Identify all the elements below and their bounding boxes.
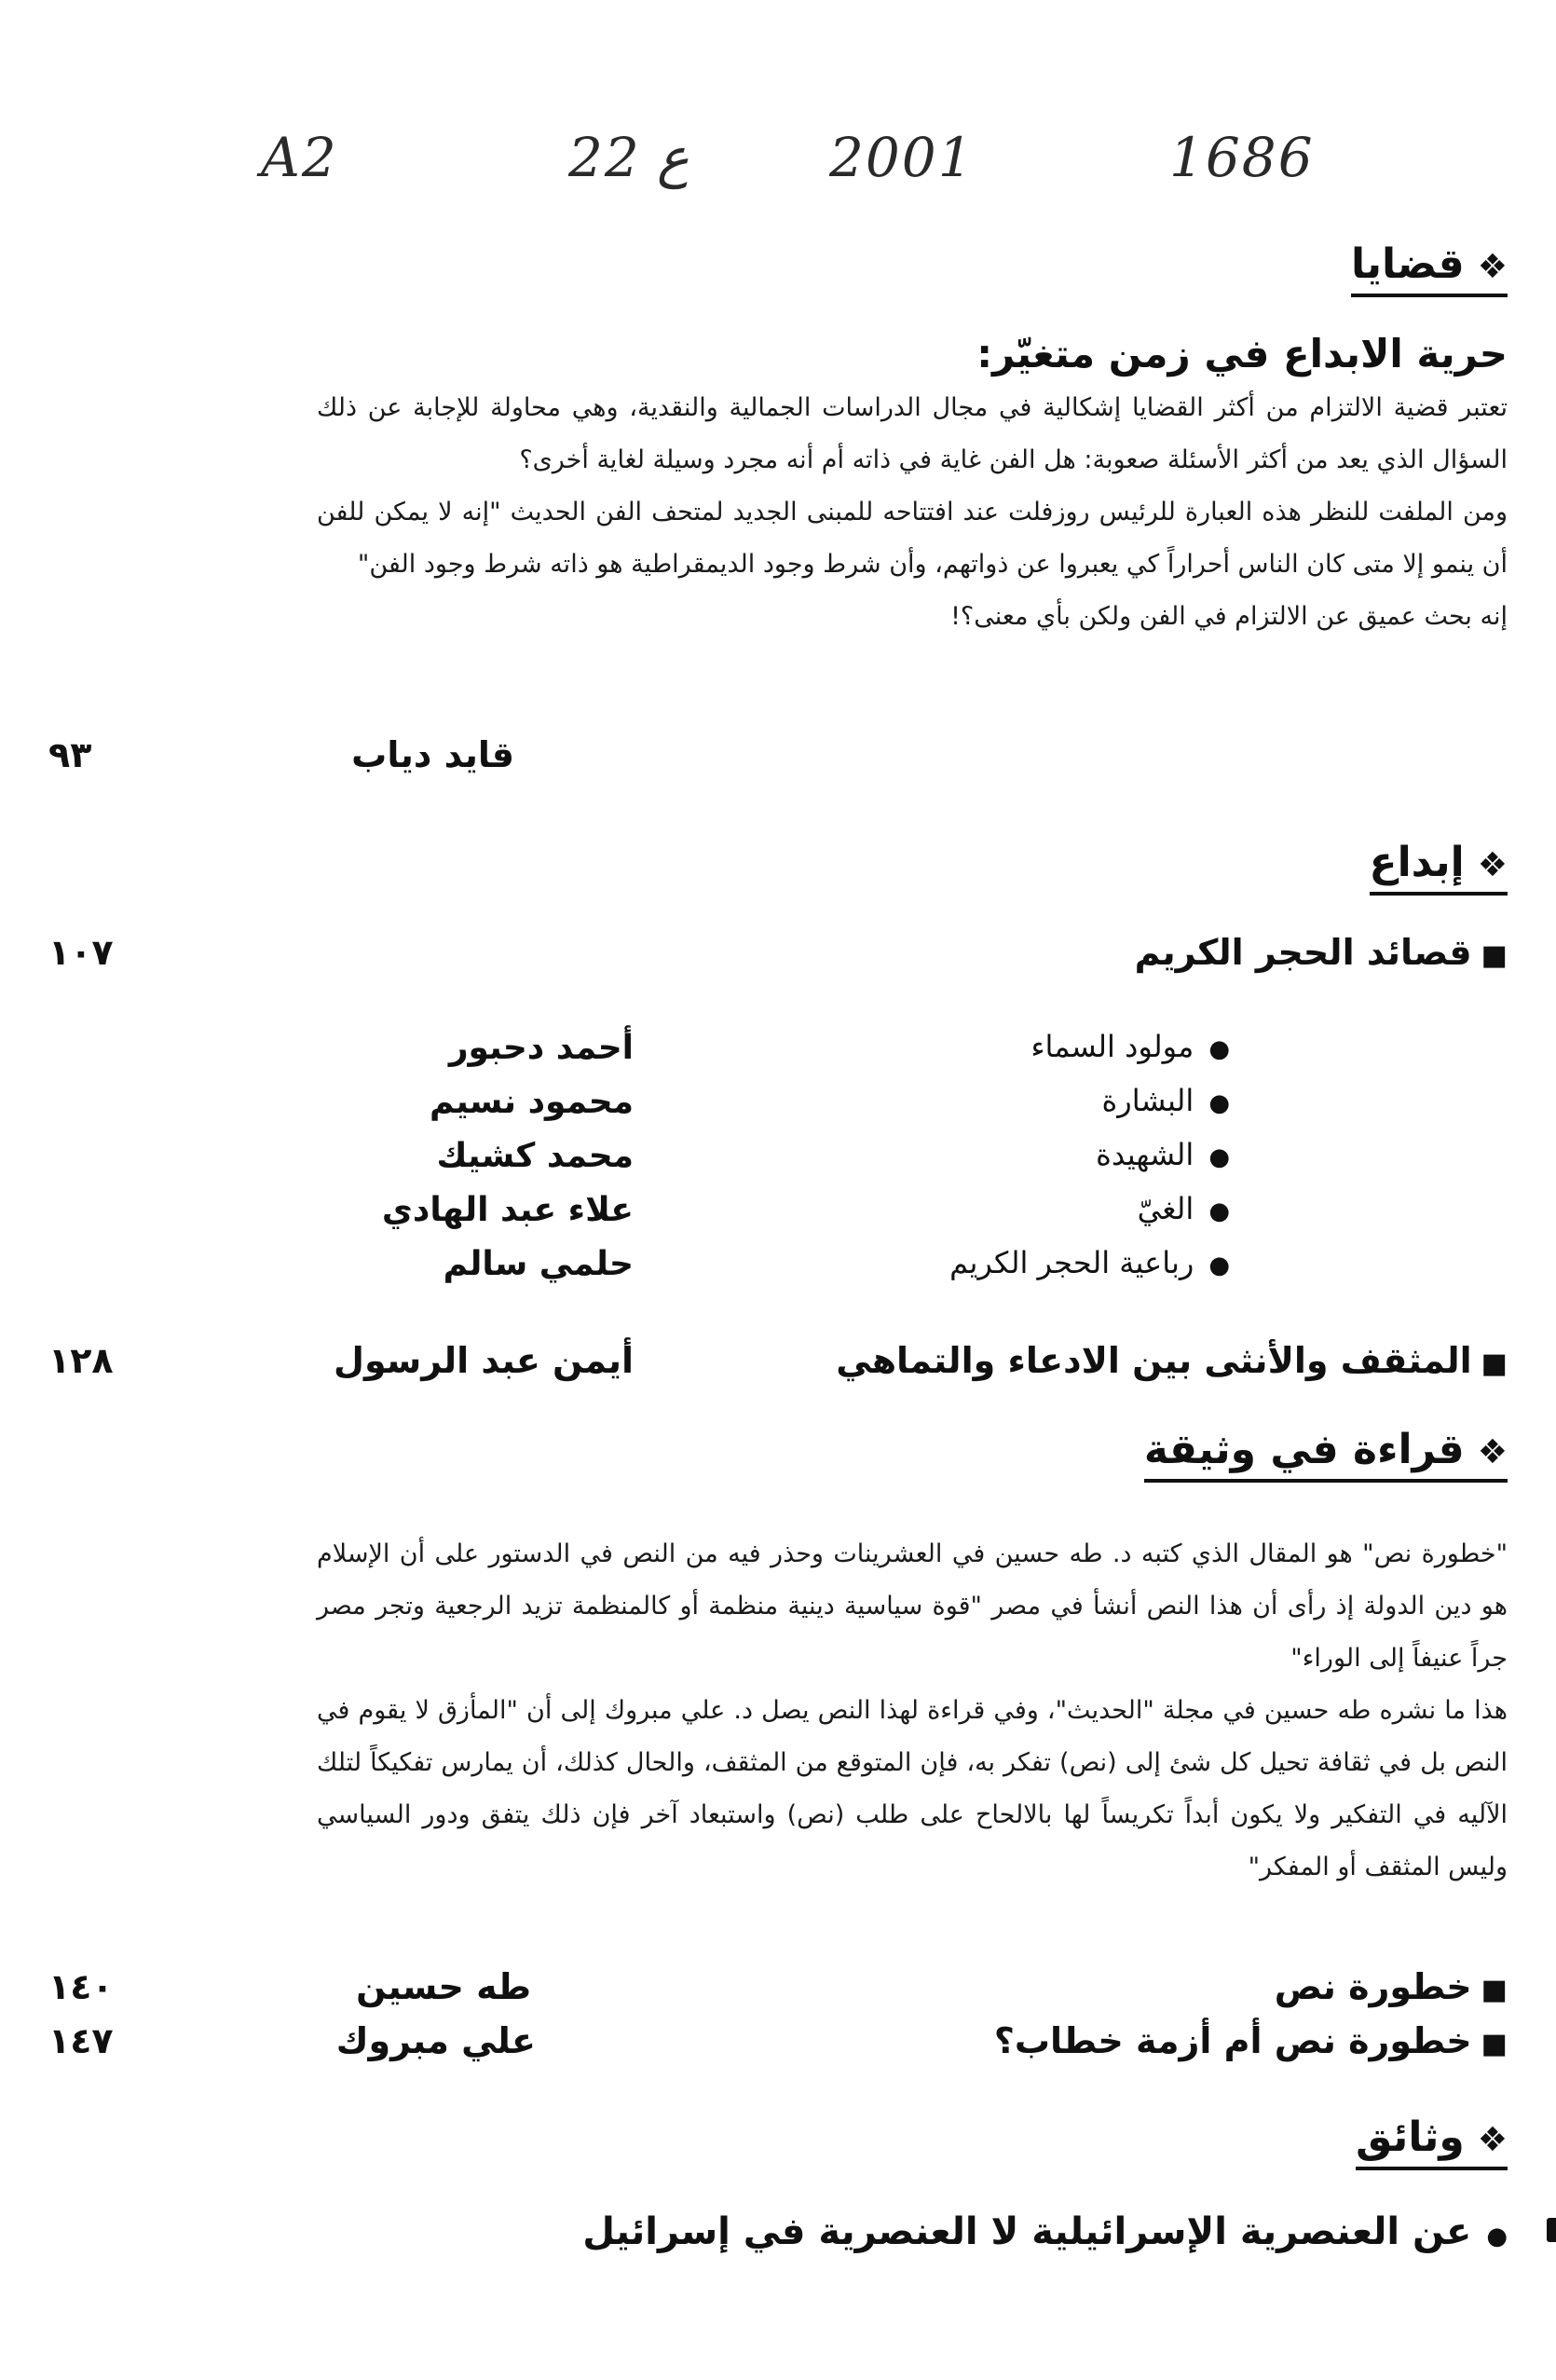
section-heading-documents (1356, 2113, 1508, 2170)
poem-title-text: مولود السماء (1031, 1029, 1194, 1064)
document-item-author: علي مبروك (335, 2020, 536, 2061)
poem-author: محمد كشيك (436, 1137, 634, 1175)
poem-author: محمود نسيم (429, 1083, 634, 1121)
diamond-bullet-icon: ❖ (1477, 1433, 1508, 1471)
document-item-title-text: خطورة نص (1274, 1966, 1472, 2007)
handwritten-code: A2 (261, 126, 338, 189)
document-reading-paragraph: "خطورة نص" هو المقال الذي كتبه د. طه حسين في العشرينات وحذر فيه من النص في الدستور على أن الإسلام هو دين الدولة إذ رأى أن هذا النص أنشأ في مصر "قوة سياسية دينية منظمة أو كالمنظمة تزيد الرجعية وتجر مصر جراً عنيفاً إلى الوراء" (317, 1539, 1508, 1673)
page-edge-mark (1547, 2218, 1556, 2242)
section-heading-issues-text: قضايا (1350, 240, 1465, 288)
document-item-title-text: خطورة نص أم أزمة خطاب؟ (993, 2020, 1472, 2061)
bullet-icon: ● (1208, 1143, 1230, 1171)
bullet-icon: ● (1486, 2223, 1508, 2250)
poem-title (1031, 1029, 1230, 1064)
bullet-icon: ● (1208, 1035, 1230, 1063)
document-item-author: طه حسين (356, 1966, 531, 2007)
documents-item-text: عن العنصرية الإسرائيلية لا العنصرية في إسرائيل (582, 2210, 1472, 2253)
issues-paragraph: ومن الملفت للنظر هذه العبارة للرئيس روزفلت عند افتتاحه للمبنى الجديد لمتحف الفن الحديث "إنه لا يمكن للفن أن ينمو إلا متى كان الناس أحراراً كي يعبروا عن ذواتهم، وأن شرط وجود الديمقراطية هو ذاته شرط وجود الفن" (317, 498, 1508, 579)
diamond-bullet-icon: ❖ (1477, 846, 1508, 884)
poem-author: علاء عبد الهادي (381, 1191, 634, 1229)
section-heading-document-reading-text: قراءة في وثيقة (1143, 1426, 1465, 1473)
diamond-bullet-icon: ❖ (1477, 248, 1508, 286)
document-item-title (1275, 1966, 1508, 2007)
handwritten-serial: 1686 (1169, 126, 1315, 189)
section-heading-document-reading (1144, 1426, 1508, 1483)
poems-collection-title-text: قصائد الحجر الكريم (1134, 932, 1472, 973)
section-heading-creativity (1370, 839, 1508, 896)
section-heading-creativity-text: إبداع (1369, 839, 1465, 886)
poem-title-text: البشارة (1101, 1083, 1194, 1118)
poem-title-text: رباعية الحجر الكريم (949, 1245, 1194, 1280)
poem-title (1138, 1191, 1230, 1226)
document-item-title (994, 2020, 1508, 2061)
essay-title (836, 1340, 1508, 1381)
square-bullet-icon: ■ (1481, 1974, 1508, 2006)
issues-page-number: ٩٣ (48, 734, 92, 775)
poem-title (949, 1245, 1230, 1280)
section-heading-issues (1351, 240, 1508, 297)
poem-title-text: الغيّ (1137, 1191, 1194, 1226)
handwritten-number: 22 (568, 126, 641, 189)
section-heading-documents-text: وثائق (1356, 2113, 1465, 2161)
document-reading-paragraph: هذا ما نشره طه حسين في مجلة "الحديث"، وفي قراءة لهذا النص يصل د. علي مبروك إلى أن "المأزق لا يقوم في النص بل في ثقافة تحيل كل شئ إلى (نص) تفكر به، فإن المتوقع من المثقف، والحال كذلك، أن يمارس تفكيكاً لتلك الآليه في التفكير ولا يكون أبداً تكريساً لها بالالحاح على طلب (نص) واستبعاد آخر فإن ذلك يتفق ودور السياسي وليس المثقف أو المفكر" (317, 1696, 1508, 1881)
handwritten-letter: ع (657, 126, 689, 189)
poems-collection-title (1135, 932, 1508, 973)
issues-paragraph: تعتبر قضية الالتزام من أكثر القضايا إشكالية في مجال الدراسات الجمالية والنقدية، وهي محاولة للإجابة عن ذلك السؤال الذي يعد من أكثر الأسئلة صعوبة: هل الفن غاية في ذاته أم أنه مجرد وسيلة لغاية أخرى؟ (317, 393, 1508, 474)
essay-page-number: ١٢٨ (48, 1340, 114, 1381)
article-subtitle: حرية الابداع في زمن متغيّر: (976, 331, 1508, 376)
document-reading-intro (317, 1528, 1508, 1894)
issues-paragraph: إنه بحث عميق عن الالتزام في الفن ولكن بأي معنى؟! (950, 602, 1508, 631)
essay-title-text: المثقف والأنثى بين الادعاء والتماهي (836, 1340, 1472, 1381)
issues-author: قايد دياب (351, 734, 514, 775)
document-item-page-number: ١٤٧ (48, 2020, 114, 2061)
bullet-icon: ● (1208, 1252, 1230, 1279)
poems-page-number: ١٠٧ (48, 932, 114, 973)
square-bullet-icon: ■ (1481, 939, 1508, 972)
poem-title (1096, 1137, 1230, 1172)
bullet-icon: ● (1208, 1089, 1230, 1117)
essay-author: أيمن عبد الرسول (334, 1340, 634, 1381)
square-bullet-icon: ■ (1481, 1347, 1508, 1380)
poem-author: حلمي سالم (443, 1245, 634, 1283)
square-bullet-icon: ■ (1481, 2028, 1508, 2060)
poem-title (1102, 1083, 1231, 1118)
document-item-page-number: ١٤٠ (48, 1966, 114, 2007)
handwritten-year: 2001 (829, 126, 975, 189)
diamond-bullet-icon: ❖ (1477, 2121, 1508, 2159)
bullet-icon: ● (1208, 1197, 1230, 1225)
poem-author: أحمد دحبور (448, 1029, 634, 1067)
poem-title-text: الشهيدة (1096, 1137, 1194, 1172)
issues-intro (317, 382, 1508, 643)
documents-item (582, 2210, 1508, 2253)
